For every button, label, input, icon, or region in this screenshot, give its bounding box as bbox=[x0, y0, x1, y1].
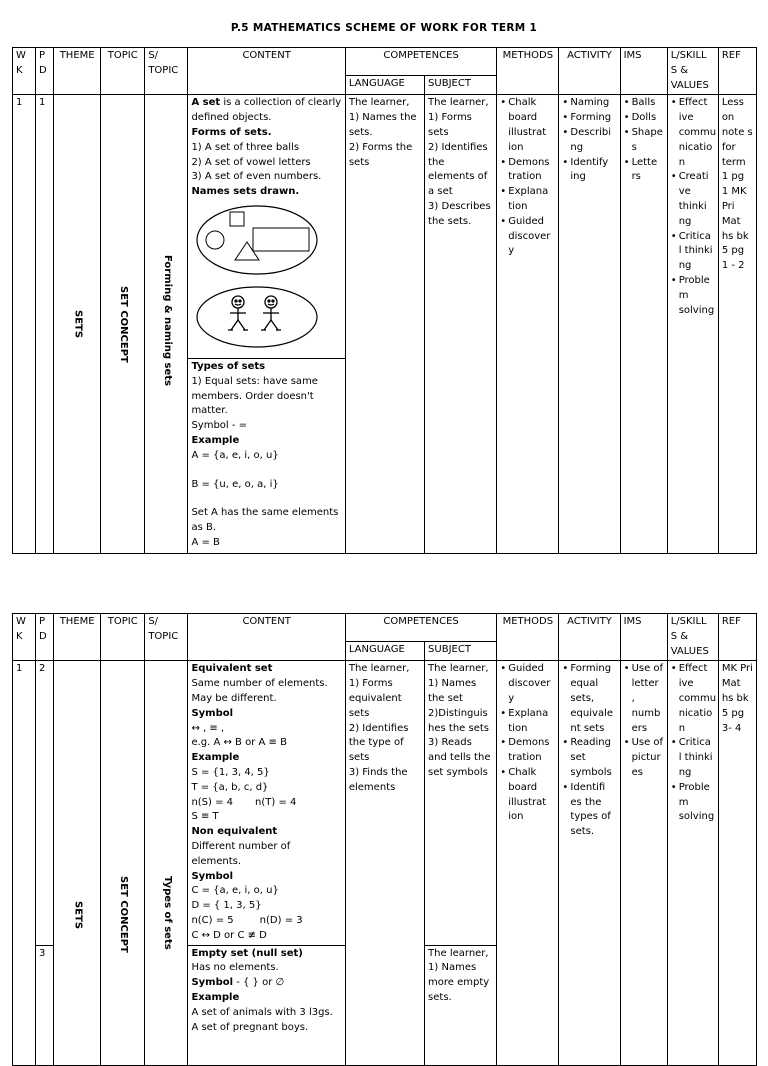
theme-label: SETS bbox=[72, 310, 84, 339]
scheme-table-2 bbox=[12, 613, 757, 1066]
header-topic: TOPIC bbox=[101, 48, 145, 95]
header-theme: THEME bbox=[54, 48, 101, 95]
cell-language: The learner, 1) Forms equivalent sets 2) Identifies the type of sets 3) Finds the elements bbox=[345, 661, 424, 1065]
header-wk: W K bbox=[13, 614, 36, 661]
cell-subtopic bbox=[145, 95, 188, 554]
header-competences: COMPETENCES bbox=[345, 48, 496, 76]
cell-wk: 1 bbox=[13, 661, 36, 1065]
header-content: CONTENT bbox=[188, 48, 345, 95]
subtopic-label: Types of sets bbox=[161, 876, 173, 951]
content-types-of-sets: Types of sets 1) Equal sets: have same members. Order doesn't matter. Symbol - = Example A = {a, e, i, o, u} B = {u, e, o, a, i} Set A has the same elements as B. A = B bbox=[188, 358, 345, 553]
cell-lskills: • Effect ive commu nicatio n • Creati ve thinki ng • Critica l thinki ng • Proble m solving bbox=[667, 95, 718, 554]
content-equivalent-sets: Equivalent set Same number of elements. May be different. Symbol ↔ , ≡ , e.g. A ↔ B or A ≡ B Example S = {1, 3, 4, 5} T = {a, b, c, d} n(S) = 4 n(T) = 4 S ≡ T Non equivalent Different number of elements. Symbol C = {a, e, i, o, u} D = { 1, 3, 5} n(C) = 5 n(D) = 3 C ↔ D or C ≢ D bbox=[188, 661, 345, 945]
cell-subject: The learner, 1) Names the set 2)Distinguis hes the sets 3) Reads and tells the set symbols bbox=[425, 661, 497, 945]
cell-ims: • Use of letter , numb ers • Use of pictur es bbox=[620, 661, 667, 1065]
cell-ref: Less on note s for term 1 pg 1 MK Pri Mat hs bk 5 pg 1 - 2 bbox=[718, 95, 756, 554]
header-pd: P D bbox=[36, 614, 54, 661]
header-subtopic: S/ TOPIC bbox=[145, 614, 188, 661]
cell-theme bbox=[54, 661, 101, 1065]
header-lskills: L/SKILL S & VALUES bbox=[667, 48, 718, 95]
header-subtopic: S/ TOPIC bbox=[145, 48, 188, 95]
topic-label: SET CONCEPT bbox=[118, 285, 130, 363]
header-topic: TOPIC bbox=[101, 614, 145, 661]
theme-label: SETS bbox=[72, 901, 84, 930]
forms-heading: Forms of sets. bbox=[191, 126, 272, 138]
cell-topic bbox=[101, 95, 145, 554]
content-forming-sets bbox=[188, 95, 345, 359]
header-language: LANGUAGE bbox=[345, 76, 424, 95]
cell-topic bbox=[101, 661, 145, 1065]
document-title: P.5 MATHEMATICS SCHEME OF WORK FOR TERM 1 bbox=[230, 22, 538, 34]
cell-activity: • Forming equal sets, equivale nt sets • Reading set symbols • Identifi es the types of sets. bbox=[559, 661, 620, 1065]
cell-subtopic bbox=[145, 661, 188, 1065]
header-lskills: L/SKILL S & VALUES bbox=[667, 614, 718, 661]
rectangle-shape bbox=[253, 228, 309, 251]
stick-figure-1 bbox=[228, 296, 248, 330]
cell-ref: MK Pri Mat hs bk 5 pg 3- 4 bbox=[718, 661, 756, 1065]
header-content: CONTENT bbox=[188, 614, 345, 661]
header-theme: THEME bbox=[54, 614, 101, 661]
cell-ims: • Balls • Dolls • Shape s • Lette rs bbox=[620, 95, 667, 554]
names-heading: Names sets drawn. bbox=[191, 186, 300, 198]
header-subject: SUBJECT bbox=[425, 76, 497, 95]
header-ims: IMS bbox=[620, 48, 667, 95]
header-ref: REF bbox=[718, 614, 756, 661]
header-activity: ACTIVITY bbox=[559, 614, 620, 661]
form-1: 1) A set of three balls bbox=[191, 141, 300, 153]
shapes-set-drawing bbox=[195, 202, 340, 357]
circle-shape bbox=[206, 231, 224, 249]
cell-methods: • Guided discover y • Explana tion • Demons tration • Chalk board illustrat ion bbox=[497, 661, 559, 1065]
header-pd: P D bbox=[36, 48, 54, 95]
scheme-table-1 bbox=[12, 47, 757, 554]
cell-subject: The learner, 1) Forms sets 2) Identifies the elements of a set 3) Describes the sets. bbox=[425, 95, 497, 554]
topic-label: SET CONCEPT bbox=[118, 876, 130, 954]
header-wk: W K bbox=[13, 48, 36, 95]
header-methods: METHODS bbox=[497, 48, 559, 95]
cell-wk: 1 bbox=[13, 95, 36, 554]
cell-activity: • Naming • Forming • Describi ng • Identify ing bbox=[559, 95, 620, 554]
header-ref: REF bbox=[718, 48, 756, 95]
form-3: 3) A set of even numbers. bbox=[191, 171, 322, 183]
cell-theme bbox=[54, 95, 101, 554]
cell-pd: 2 bbox=[36, 661, 54, 945]
small-square-shape bbox=[230, 212, 244, 226]
form-2: 2) A set of vowel letters bbox=[191, 156, 311, 168]
header-activity: ACTIVITY bbox=[559, 48, 620, 95]
stick-figure-2 bbox=[261, 296, 281, 330]
header-competences: COMPETENCES bbox=[345, 614, 496, 642]
cell-pd: 3 bbox=[36, 945, 54, 1065]
content-empty-set: Empty set (null set) Has no elements. Symbol - { } or ∅ Example A set of animals with 3 l3gs. A set of pregnant boys. bbox=[188, 945, 345, 1065]
cell-language: The learner, 1) Names the sets. 2) Forms the sets bbox=[345, 95, 424, 554]
cell-methods: • Chalk board illustrat ion • Demons tration • Explana tion • Guided discover y bbox=[497, 95, 559, 554]
header-methods: METHODS bbox=[497, 614, 559, 661]
cell-subject-empty-set: The learner, 1) Names more empty sets. bbox=[425, 945, 497, 1065]
header-ims: IMS bbox=[620, 614, 667, 661]
set-definition: A set is a collection of clearly defined objects. bbox=[191, 97, 342, 124]
cell-lskills: • Effect ive commu nicatio n • Critica l thinki ng • Proble m solving bbox=[667, 661, 718, 1065]
subtopic-label: Forming & naming sets bbox=[161, 255, 173, 387]
cell-pd: 1 bbox=[36, 95, 54, 554]
header-subject: SUBJECT bbox=[425, 642, 497, 661]
header-language: LANGUAGE bbox=[345, 642, 424, 661]
